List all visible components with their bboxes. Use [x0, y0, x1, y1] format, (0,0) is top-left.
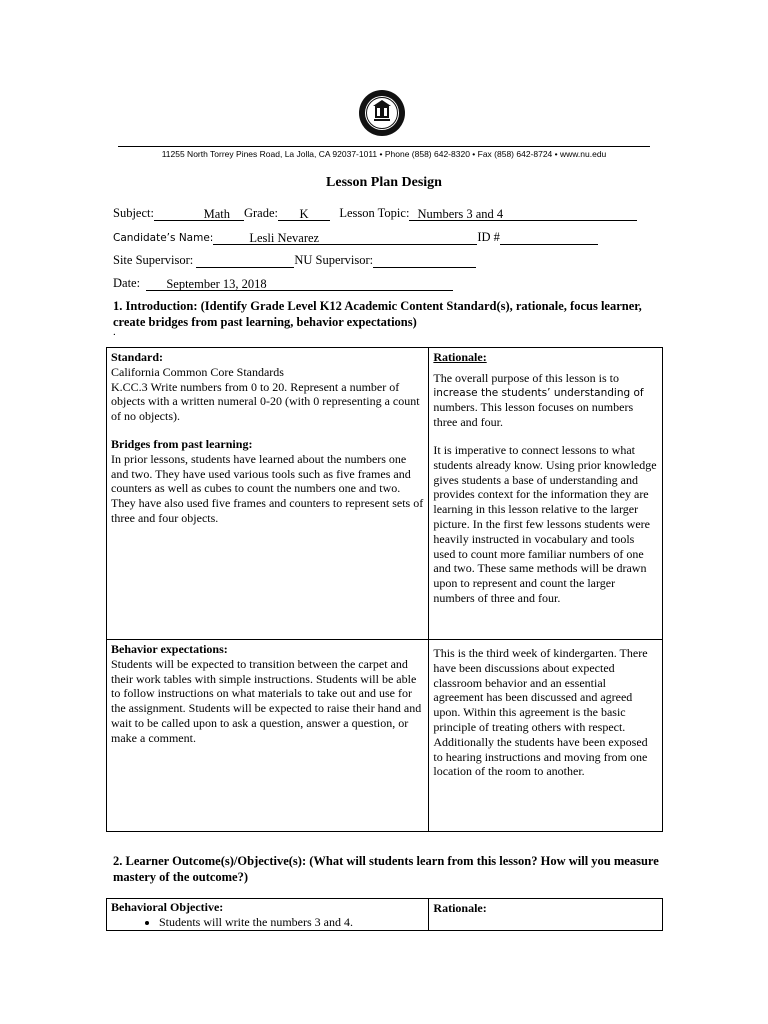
- objective-row: [107, 899, 663, 931]
- behavior-rationale-cell: [429, 640, 663, 832]
- candidate-value: Lesli Nevarez: [249, 231, 320, 245]
- bridges-heading: Bridges from past learning:: [111, 436, 253, 451]
- candidate-label: Candidate’s Name:: [113, 232, 214, 244]
- grade-field: [278, 207, 330, 221]
- subject-grade-topic-line: [113, 206, 637, 221]
- topic-field: [409, 207, 637, 221]
- address-line: 11255 North Torrey Pines Road, La Jolla, CA 92037-1011 • Phone (858) 642-8320 • Fax (858) 642-8724 • www.nu.edu: [161, 149, 607, 159]
- objective-bullet: • Students will write the numbers 3 and 4.: [159, 915, 424, 930]
- standard-heading: Standard:: [111, 350, 164, 364]
- header-rule: [118, 146, 650, 147]
- stray-dot: .: [113, 326, 116, 338]
- nu-supervisor-label: NU Supervisor:: [294, 253, 374, 267]
- introduction-table: [106, 347, 663, 832]
- objective-heading: Behavioral Objective:: [111, 900, 224, 914]
- rationale-p1-line-b: increase the students’ understanding of: [433, 386, 644, 399]
- date-value: September 13, 2018: [166, 277, 267, 291]
- behavior-text: Students will be expected to transition between the carpet and their work tables with simple instructions. Students will be able to follow instructions on what materials to take out and use for the assignment. Students will be expected to raise their hand and wait to be called upon to ask a question, answer a question, or make a comment.: [111, 656, 422, 745]
- section1-heading: 1. Introduction: (Identify Grade Level K12 Academic Content Standard(s), rationale, focus learner, create bridges from past learning, behavior expectations): [113, 299, 642, 329]
- section2-heading: 2. Learner Outcome(s)/Objective(s): (What will students learn from this lesson? How will you measure mastery of the outcome?): [113, 854, 659, 884]
- nu-supervisor-field: [373, 254, 476, 268]
- behavior-row: [107, 640, 663, 832]
- date-label: Date:: [113, 276, 141, 290]
- grade-label: Grade:: [243, 206, 278, 220]
- site-supervisor-field: [196, 254, 294, 268]
- bridges-text: In prior lessons, students have learned about the numbers one and two. They have used various tools such as five frames and counters as well as cubes to count the numbers one and two. They have also used five frames and counters to represent sets of three and four objects.: [111, 451, 424, 525]
- site-supervisor-label: Site Supervisor:: [113, 253, 194, 267]
- candidate-line: [113, 230, 598, 245]
- objective-cell: [107, 899, 429, 931]
- topic-value: Numbers 3 and 4: [417, 207, 504, 221]
- subject-field: [154, 207, 244, 221]
- rationale-p1-line-a: The overall purpose of this lesson is to: [433, 370, 620, 385]
- subject-value: Math: [203, 207, 230, 221]
- rationale-p1-line-c: numbers. This lesson focuses on numbers three and four.: [433, 400, 634, 430]
- standard-row: [107, 348, 663, 640]
- rationale-heading: Rationale:: [433, 350, 487, 364]
- standard-cell: [107, 348, 429, 640]
- rationale-paragraph-2: It is imperative to connect lessons to what students already know. Using prior knowledge gives students a base of understanding and provides context for the information they are learning in this lesson relative to the larger picture. In the first few lessons students were heavily instructed in vocabulary and tools used to count more familiar numbers of one and two. These same methods will be drawn upon to represent and count the larger numbers of three and four.: [433, 442, 657, 605]
- rationale-cell: [429, 348, 663, 640]
- rationale-paragraph-1: [433, 371, 658, 430]
- subject-label: Subject:: [113, 206, 154, 220]
- behavior-heading: Behavior expectations:: [111, 642, 228, 656]
- grade-value: K: [299, 207, 309, 221]
- page-title: Lesson Plan Design: [326, 175, 442, 190]
- candidate-field: [213, 231, 477, 245]
- date-line: [113, 276, 453, 291]
- university-seal-logo: [358, 89, 406, 137]
- id-label: ID #: [477, 230, 500, 244]
- date-field: [146, 277, 453, 291]
- behavior-cell: [107, 640, 429, 832]
- objective-list: [111, 915, 424, 930]
- topic-label: Lesson Topic:: [339, 206, 410, 220]
- objective-rationale-cell: [429, 899, 663, 931]
- supervisor-line: [113, 253, 476, 268]
- objective-rationale-heading: Rationale:: [433, 901, 487, 915]
- behavior-rationale-text: This is the third week of kindergarten. There have been discussions about expected classroom behavior and an essential agreement has been discussed and agreed upon. Within this agreement is the basic principle of treating others with respect. Additionally the students have been exposed to hearing instructions and moving from one location of the room to another.: [433, 646, 648, 779]
- standard-text: California Common Core Standards K.CC.3 Write numbers from 0 to 20. Represent a number of objects with a written numeral 0-20 (with 0 representing a count of no objects).: [111, 364, 420, 424]
- objective-table: [106, 898, 663, 931]
- id-field: [500, 231, 598, 245]
